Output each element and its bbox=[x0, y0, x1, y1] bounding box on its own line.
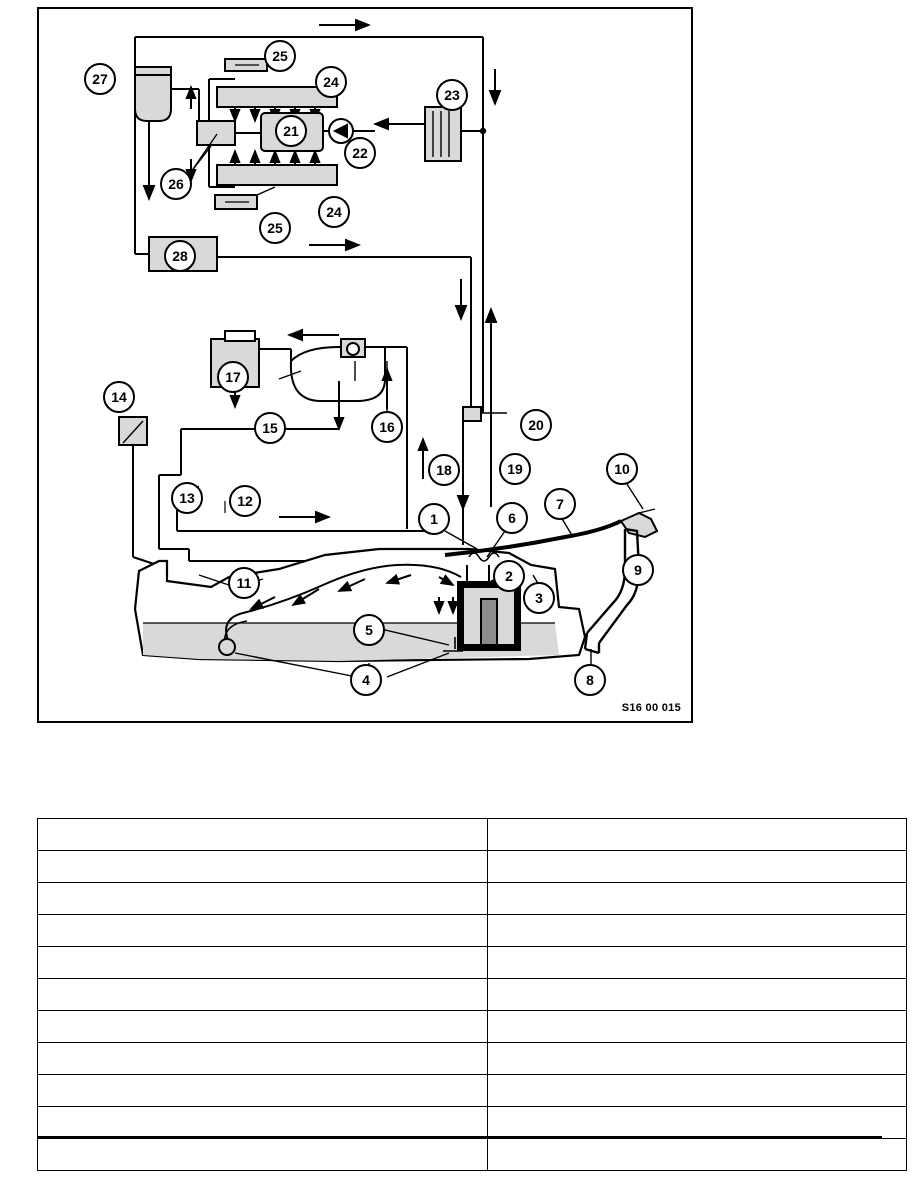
callout-label-21: 21 bbox=[283, 123, 299, 139]
legend-cell-right bbox=[488, 1107, 907, 1139]
callout-layer bbox=[39, 9, 691, 721]
bottom-rule bbox=[37, 1136, 882, 1138]
callout-label-25: 25 bbox=[267, 220, 283, 236]
callout-label-22: 22 bbox=[352, 145, 368, 161]
callout-label-26: 26 bbox=[168, 176, 184, 192]
legend-cell-right bbox=[488, 819, 907, 851]
legend-row bbox=[38, 819, 907, 851]
legend-row bbox=[38, 1139, 907, 1171]
callout-label-28: 28 bbox=[172, 248, 188, 264]
legend-cell-left bbox=[38, 947, 488, 979]
callout-label-13: 13 bbox=[179, 490, 195, 506]
callout-label-15: 15 bbox=[262, 420, 278, 436]
callout-label-12: 12 bbox=[237, 493, 253, 509]
callout-label-6: 6 bbox=[508, 510, 516, 526]
callout-label-20: 20 bbox=[528, 417, 544, 433]
legend-cell-right bbox=[488, 851, 907, 883]
callout-label-3: 3 bbox=[535, 590, 543, 606]
legend-row bbox=[38, 851, 907, 883]
legend-table bbox=[37, 818, 907, 1171]
legend-cell-left bbox=[38, 1139, 488, 1171]
legend-cell-right bbox=[488, 1043, 907, 1075]
callout-label-9: 9 bbox=[634, 562, 642, 578]
legend-cell-right bbox=[488, 915, 907, 947]
callout-label-11: 11 bbox=[236, 575, 252, 591]
legend-cell-right bbox=[488, 979, 907, 1011]
legend-cell-right bbox=[488, 947, 907, 979]
callout-label-27: 27 bbox=[92, 71, 108, 87]
callout-label-19: 19 bbox=[507, 461, 523, 477]
callout-label-2: 2 bbox=[505, 568, 513, 584]
legend-cell-left bbox=[38, 915, 488, 947]
callout-label-23: 23 bbox=[444, 87, 460, 103]
legend-cell-left bbox=[38, 1107, 488, 1139]
callout-label-14: 14 bbox=[111, 389, 127, 405]
legend-cell-right bbox=[488, 883, 907, 915]
callout-label-25: 25 bbox=[272, 48, 288, 64]
callout-label-1: 1 bbox=[430, 511, 438, 527]
callout-label-18: 18 bbox=[436, 462, 452, 478]
legend-cell-left bbox=[38, 1043, 488, 1075]
legend-row bbox=[38, 979, 907, 1011]
callout-label-24: 24 bbox=[326, 204, 342, 220]
legend-row bbox=[38, 1075, 907, 1107]
callout-label-17: 17 bbox=[225, 369, 241, 385]
legend-row bbox=[38, 1043, 907, 1075]
callout-label-4: 4 bbox=[362, 672, 370, 688]
legend-cell-left bbox=[38, 1075, 488, 1107]
callout-label-10: 10 bbox=[614, 461, 630, 477]
legend-cell-right bbox=[488, 1139, 907, 1171]
legend-cell-left bbox=[38, 883, 488, 915]
callout-label-16: 16 bbox=[379, 419, 395, 435]
legend-row bbox=[38, 883, 907, 915]
legend-cell-left bbox=[38, 1011, 488, 1043]
callout-label-7: 7 bbox=[556, 496, 564, 512]
legend-cell-left bbox=[38, 851, 488, 883]
legend-row bbox=[38, 947, 907, 979]
callout-label-5: 5 bbox=[365, 622, 373, 638]
callout-label-8: 8 bbox=[586, 672, 594, 688]
legend-row bbox=[38, 1011, 907, 1043]
legend-row bbox=[38, 915, 907, 947]
legend-cell-left bbox=[38, 979, 488, 1011]
callout-label-24: 24 bbox=[323, 74, 339, 90]
legend-cell-right bbox=[488, 1011, 907, 1043]
figure-frame bbox=[37, 7, 693, 723]
legend-row bbox=[38, 1107, 907, 1139]
legend-cell-left bbox=[38, 819, 488, 851]
figure-code: S16 00 015 bbox=[621, 702, 681, 714]
legend-cell-right bbox=[488, 1075, 907, 1107]
